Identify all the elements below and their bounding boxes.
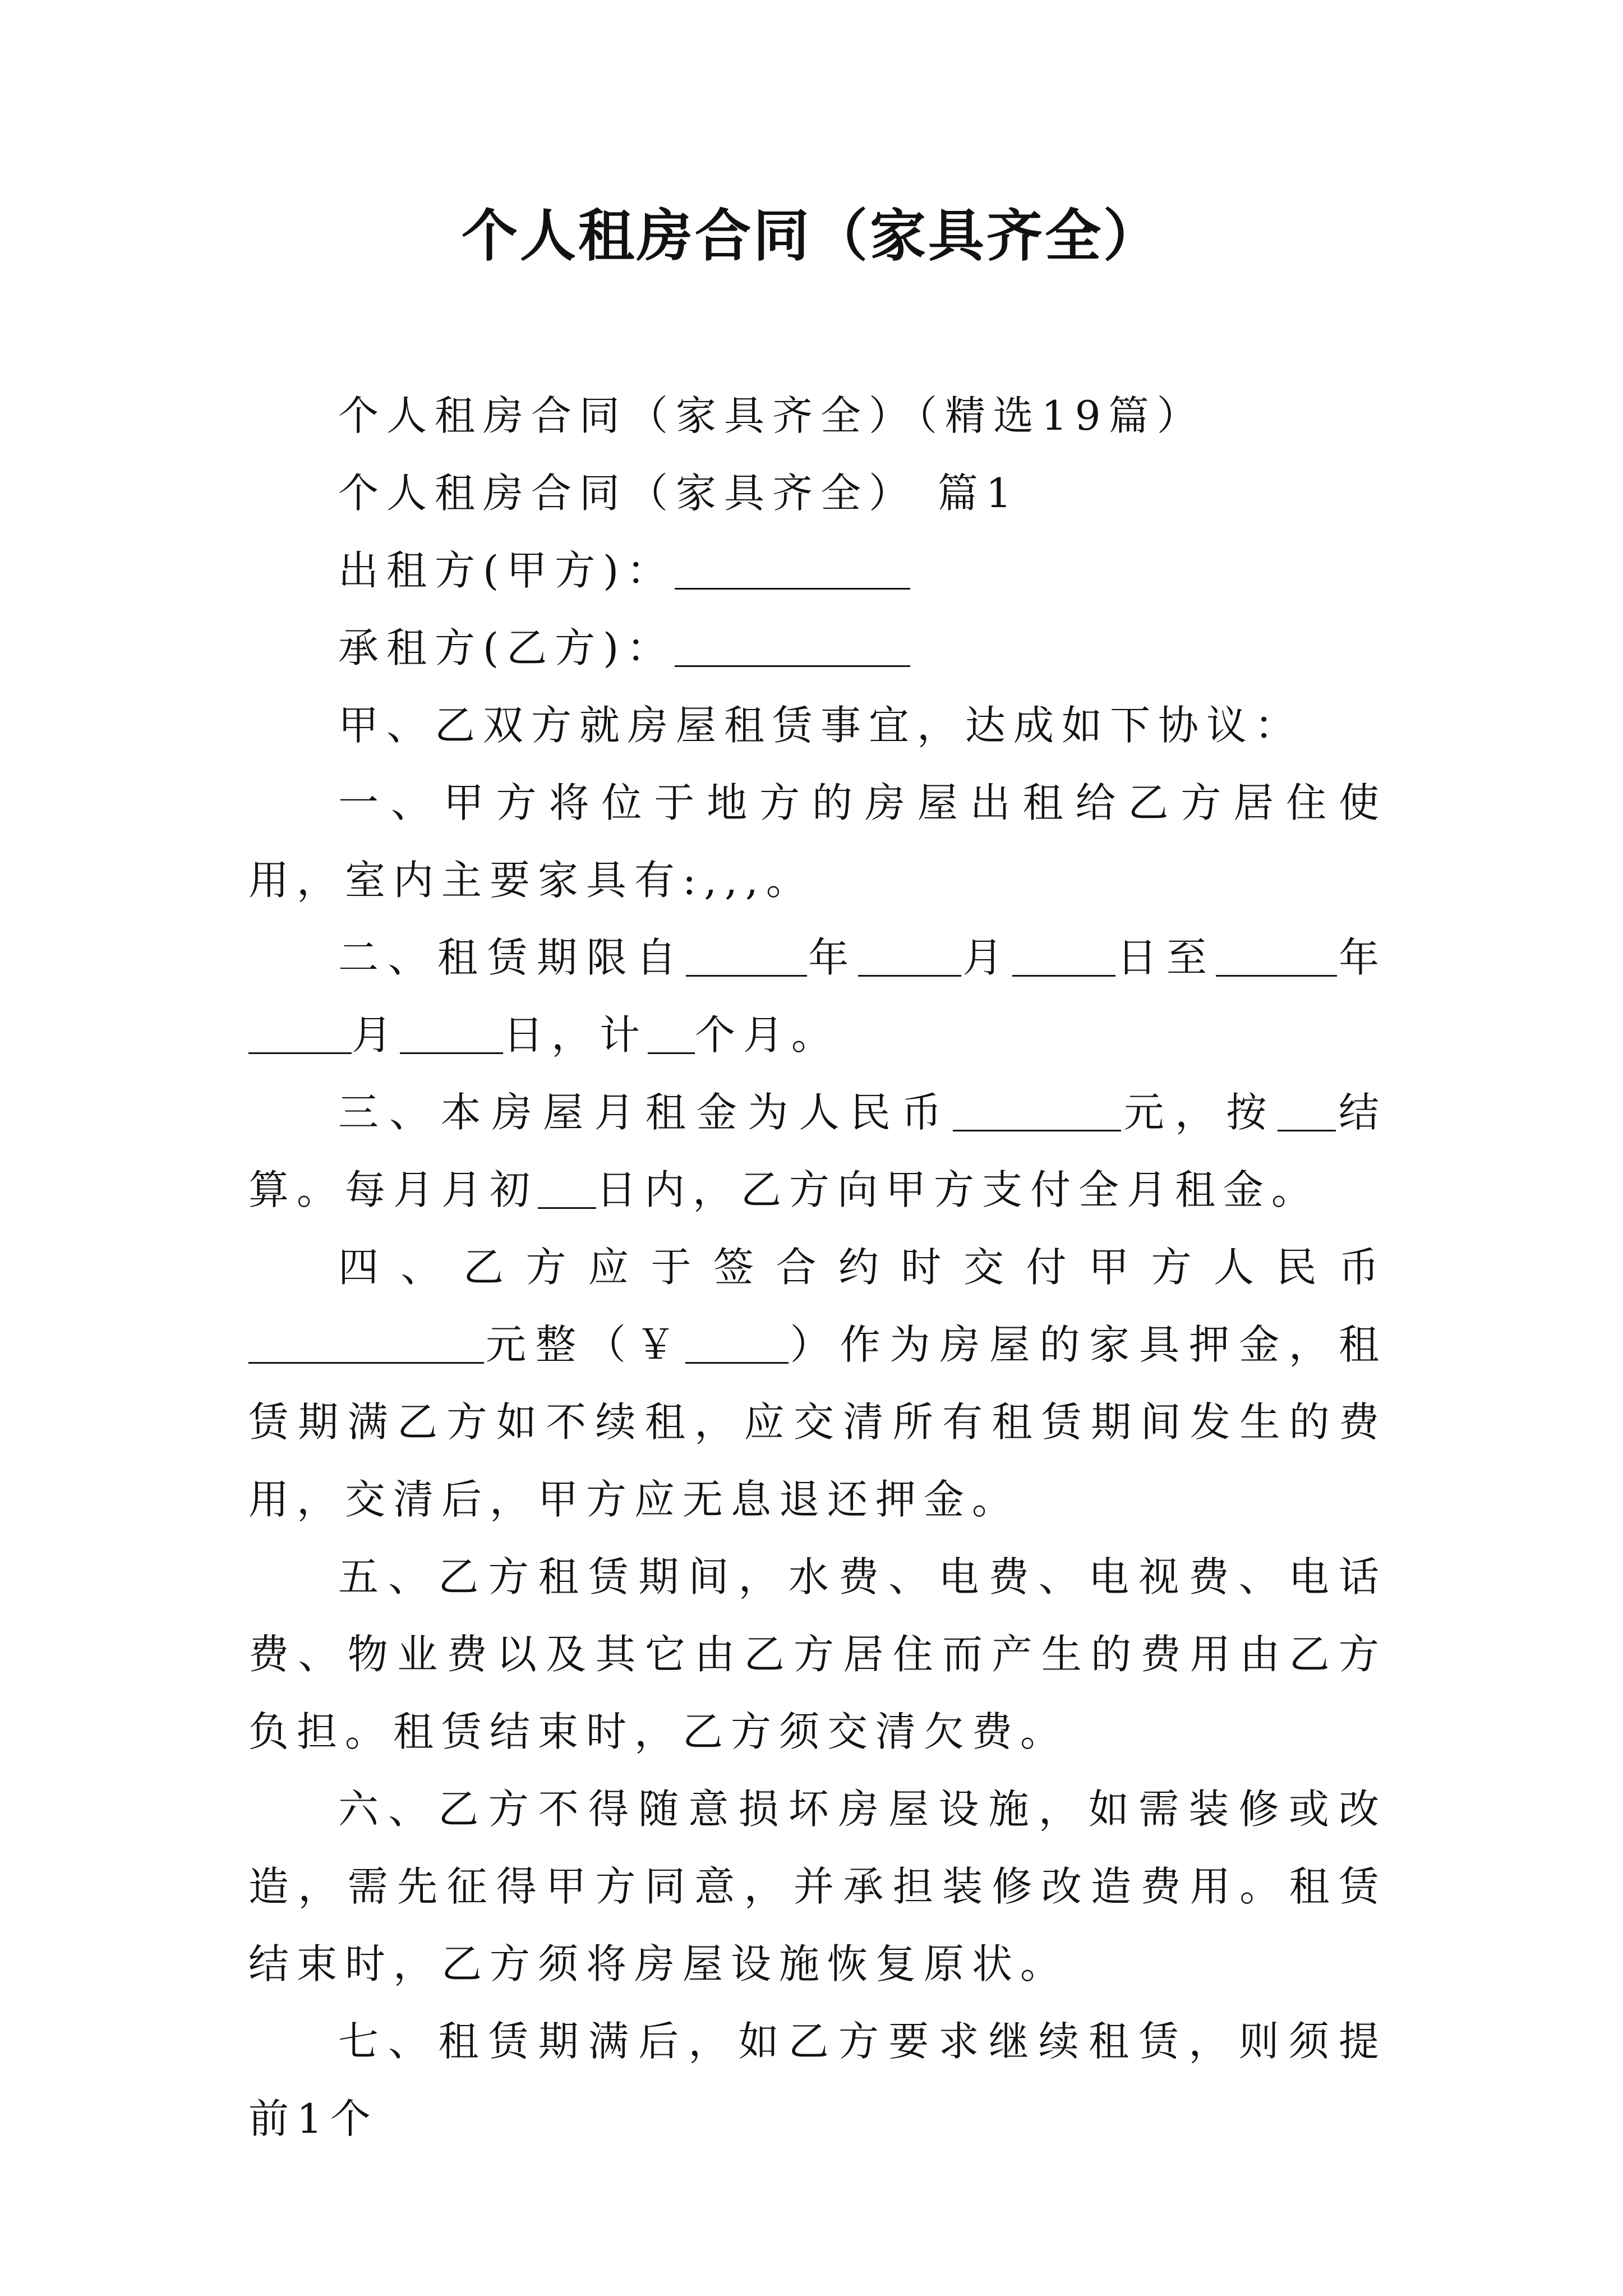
clause-2-day-1: 日至 — [1115, 934, 1216, 981]
clause-2 — [248, 919, 1387, 1074]
payment-day-blank — [538, 1167, 596, 1209]
deposit-number-blank — [685, 1322, 789, 1364]
start-day-blank — [1012, 935, 1115, 977]
end-month-blank — [248, 1012, 352, 1054]
document-heading: 个人租房合同（家具齐全）（精选19篇） — [338, 392, 1205, 439]
clause-2-month-1: 月 — [961, 934, 1012, 981]
lessee-label: 承租方(乙方)： — [338, 624, 675, 671]
clause-2-month-2: 月 — [352, 1011, 400, 1059]
lessor-blank — [675, 547, 910, 590]
clause-2-end: 个月。 — [695, 1011, 840, 1059]
agreement-intro: 甲、乙双方就房屋租赁事宜，达成如下协议： — [338, 702, 1303, 749]
clause-4 — [248, 1228, 1387, 1538]
clause-3-part-b: 元，按 — [1121, 1089, 1278, 1136]
end-day-blank — [400, 1012, 503, 1054]
clause-3-part-c: 结算。每月月初 — [248, 1089, 1387, 1213]
clause-3-part-d: 日内，乙方向甲方支付全月租金。 — [596, 1166, 1320, 1213]
document-title: 个人租房合同（家具齐全） — [462, 203, 1161, 269]
clause-2-year-2: 年 — [1337, 934, 1387, 981]
clause-2-year-1: 年 — [806, 934, 858, 981]
clause-4-part-b: 元整（￥ — [484, 1321, 685, 1368]
start-month-blank — [858, 935, 961, 977]
clause-7: 七、租赁期满后，如乙方要求继续租赁，则须提前1个 — [248, 2018, 1387, 2142]
section-title: 个人租房合同（家具齐全） 篇1 — [338, 470, 1020, 517]
clause-1: 一、甲方将位于地方的房屋出租给乙方居住使用，室内主要家具有:,,,。 — [248, 779, 1387, 904]
end-year-blank — [1216, 935, 1337, 977]
start-year-blank — [686, 935, 807, 977]
lessee-blank — [675, 625, 910, 667]
clause-5: 五、乙方租赁期间，水费、电费、电视费、电话费、物业费以及其它由乙方居住而产生的费用由乙方负担。租赁结束时，乙方须交清欠费。 — [248, 1553, 1387, 1755]
clause-4-part-c: ）作为房屋的家具押金，租赁期满乙方如不续租，应交清所有租赁期间发生的费用，交清后，甲方应无息退还押金。 — [248, 1321, 1387, 1523]
lessor-line — [248, 532, 1387, 609]
lessee-line — [248, 609, 1387, 687]
clause-4-part-a: 四、乙方应于签合约时交付甲方人民币 — [338, 1244, 1387, 1291]
lessor-label: 出租方(甲方)： — [338, 547, 675, 594]
clause-3-part-a: 三、本房屋月租金为人民币 — [338, 1089, 953, 1136]
clause-2-day-2: 日，计 — [503, 1011, 648, 1059]
document-body — [248, 377, 1387, 2157]
settlement-blank — [1278, 1089, 1336, 1131]
rent-amount-blank — [953, 1089, 1121, 1131]
clause-2-part-a: 二、租赁期限自 — [338, 934, 686, 981]
months-blank — [648, 1012, 695, 1054]
deposit-amount-blank — [248, 1322, 484, 1364]
clause-6: 六、乙方不得随意损坏房屋设施，如需装修或改造，需先征得甲方同意，并承担装修改造费用。租赁结束时，乙方须将房屋设施恢复原状。 — [248, 1786, 1387, 1987]
clause-3 — [248, 1074, 1387, 1228]
